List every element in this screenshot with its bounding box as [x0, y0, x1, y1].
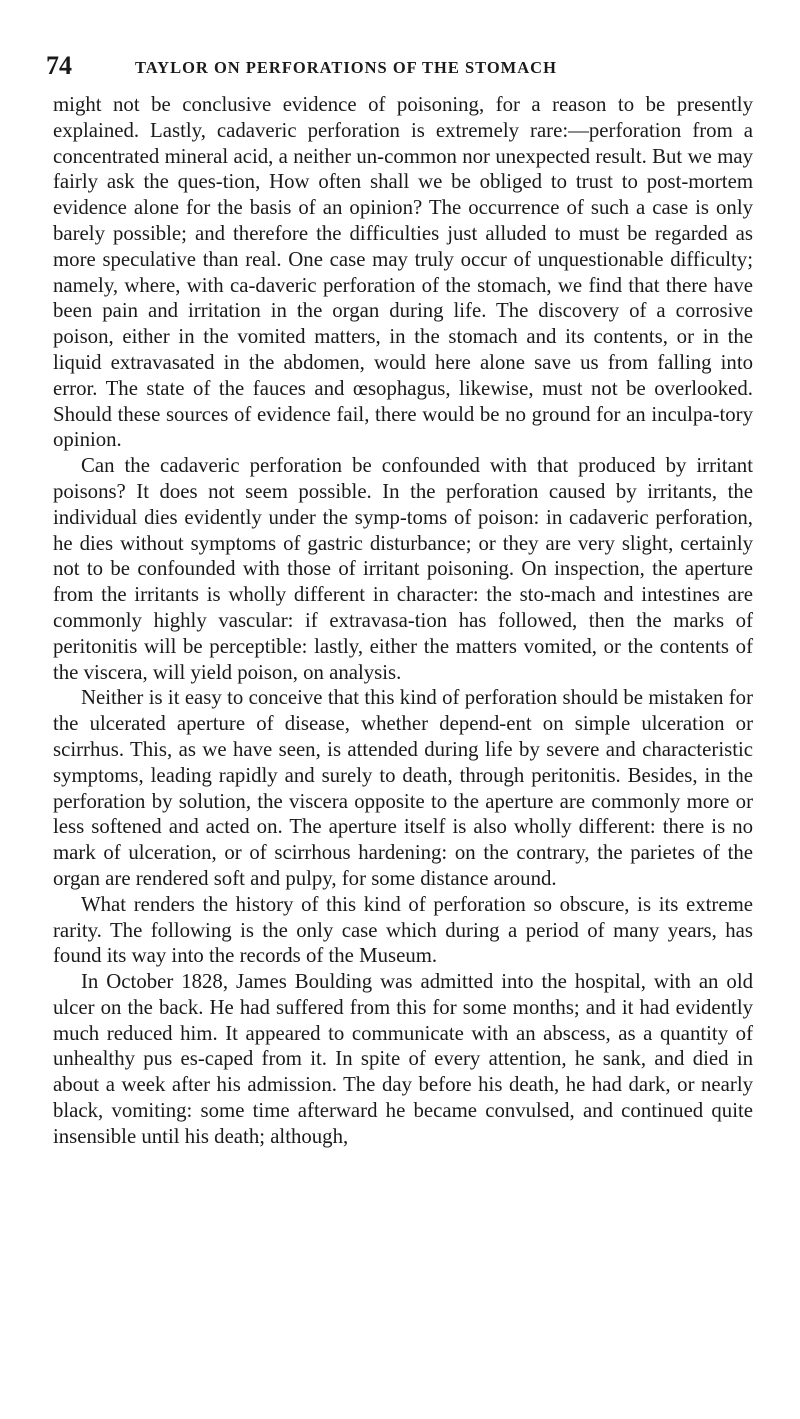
page-number: 74: [46, 51, 72, 80]
paragraph: What renders the history of this kind of perforation so obscure, is its extreme rarity. The following is the only case which during a period of many years, has found its way into the records of the Museum.: [53, 892, 753, 968]
running-head: TAYLOR ON PERFORATIONS OF THE STOMACH: [135, 58, 557, 77]
paragraph: In October 1828, James Boulding was admitted into the hospital, with an old ulcer on the back. He had suffered from this for some months; and it had evidently much reduced him. It appeared to communicate with an abscess, as a quantity of unhealthy pus es-caped from it. In spite of every attention, he sank, and died in about a week after his admission. The day before his death, he had dark, or nearly black, vomiting: some time afterward he became convulsed, and continued quite insensible until his death; although,: [53, 970, 753, 1148]
paragraph: Can the cadaveric perforation be confounded with that produced by irritant poisons? It does not seem possible. In the perforation caused by irritants, the individual dies evidently under the symp-toms of poison: in cadaveric perforation, he dies without symptoms of gastric disturbance; or they are very slight, certainly not to be confounded with those of irritant poisoning. On inspection, the aperture from the irritants is wholly different in character: the sto-mach and intestines are commonly highly vascular: if extravasa-tion has followed, then the marks of peritonitis will be perceptible: lastly, either the matters vomited, or the contents of the viscera, will yield poison, on analysis.: [53, 454, 753, 684]
paragraph: Neither is it easy to conceive that this kind of perforation should be mistaken for the ulcerated aperture of disease, whether depend-ent on simple ulceration or scirrhus. This, as we have seen, is attended during life by severe and characteristic symptoms, leading rapidly and surely to death, through peritonitis. Besides, in the perforation by solution, the viscera opposite to the aperture are commonly more or less softened and acted on. The aperture itself is also wholly different: there is no mark of ulceration, or of scirrhous hardening: on the contrary, the parietes of the organ are rendered soft and pulpy, for some distance around.: [53, 686, 753, 890]
paragraph: might not be conclusive evidence of poisoning, for a reason to be presently explained. Lastly, cadaveric perforation is extremely rare:—perforation from a concentrated mineral acid, a neither un-common nor unexpected result. But we may fairly ask the ques-tion, How often shall we be obliged to trust to post-mortem evidence alone for the basis of an opinion? The occurrence of such a case is only barely possible; and therefore the difficulties just alluded to must be regarded as more speculative than real. One case may truly occur of unquestionable difficulty; namely, where, with ca-daveric perforation of the stomach, we find that there have been pain and irritation in the organ during life. The discovery of a corrosive poison, either in the vomited matters, in the stomach and its contents, or in the liquid extravasated in the abdomen, would here alone save us from falling into error. The state of the fauces and œsophagus, likewise, must not be overlooked. Should these sources of evidence fail, there would be no ground for an inculpa-tory opinion.: [53, 93, 753, 452]
body-text: [53, 92, 753, 1150]
page-header: [46, 50, 746, 82]
